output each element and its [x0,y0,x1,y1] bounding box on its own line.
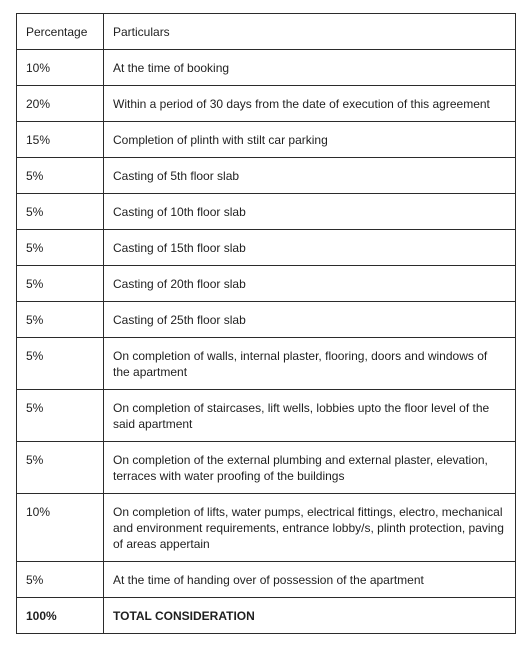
particulars-cell: Completion of plinth with stilt car parking [104,122,516,158]
percentage-cell: 5% [17,194,104,230]
percentage-cell: 15% [17,122,104,158]
table-row [17,302,516,338]
total-row [17,598,516,634]
table-row [17,194,516,230]
percentage-cell: 5% [17,158,104,194]
percentage-cell: 5% [17,266,104,302]
table-row [17,86,516,122]
table-row [17,338,516,390]
percentage-cell: 5% [17,230,104,266]
table-row [17,562,516,598]
particulars-column-header: Particulars [104,14,516,50]
header-row [17,14,516,50]
percentage-column-header: Percentage [17,14,104,50]
particulars-cell: Casting of 5th floor slab [104,158,516,194]
particulars-cell: On completion of lifts, water pumps, electrical fittings, electro, mechanical and environment requirements, entrance lobby/s, plinth protection, paving of areas appertain [104,494,516,562]
table-row [17,266,516,302]
particulars-cell: On completion of staircases, lift wells, lobbies upto the floor level of the said apartment [104,390,516,442]
table-row [17,442,516,494]
particulars-cell: Within a period of 30 days from the date of execution of this agreement [104,86,516,122]
percentage-cell: 10% [17,494,104,562]
percentage-cell: 5% [17,338,104,390]
total-label-cell: TOTAL CONSIDERATION [104,598,516,634]
table-row [17,230,516,266]
particulars-cell: At the time of booking [104,50,516,86]
particulars-cell: Casting of 10th floor slab [104,194,516,230]
table-row [17,494,516,562]
percentage-cell: 5% [17,562,104,598]
percentage-cell: 10% [17,50,104,86]
table-row [17,50,516,86]
particulars-cell: On completion of walls, internal plaster, flooring, doors and windows of the apartment [104,338,516,390]
table-row [17,122,516,158]
particulars-cell: Casting of 20th floor slab [104,266,516,302]
particulars-cell: At the time of handing over of possession of the apartment [104,562,516,598]
payment-schedule-table [16,13,516,634]
percentage-cell: 5% [17,302,104,338]
percentage-cell: 20% [17,86,104,122]
particulars-cell: Casting of 25th floor slab [104,302,516,338]
percentage-cell: 5% [17,390,104,442]
table-row [17,390,516,442]
particulars-cell: On completion of the external plumbing and external plaster, elevation, terraces with water proofing of the buildings [104,442,516,494]
total-percentage-cell: 100% [17,598,104,634]
percentage-cell: 5% [17,442,104,494]
table-row [17,158,516,194]
particulars-cell: Casting of 15th floor slab [104,230,516,266]
